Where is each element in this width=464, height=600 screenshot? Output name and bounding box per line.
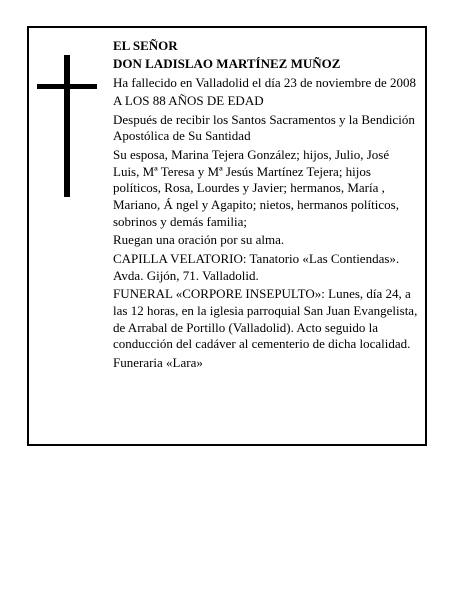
obituary-text xyxy=(113,38,418,373)
funeral-info: FUNERAL «CORPORE INSEPULTO»: Lunes, día 24, a las 12 horas, en la iglesia parroquial San Juan Evangelista, de Arrabal de Portillo (Valladolid). Acto seguido la conducción del cadáver al cementerio de dicha localidad. xyxy=(113,285,418,352)
cross-vertical-bar xyxy=(64,55,70,197)
deceased-name: DON LADISLAO MARTÍNEZ MUÑOZ xyxy=(113,56,341,72)
sacraments-line: Después de recibir los Santos Sacramentos y la Bendición Apostólica de Su Santidad xyxy=(113,111,415,144)
chapel-info: CAPILLA VELATORIO: Tanatorio «Las Contiendas». Avda. Gijón, 71. Valladolid. xyxy=(113,250,400,283)
cross-icon xyxy=(37,55,97,197)
cross-horizontal-bar xyxy=(37,84,97,89)
prayer-request: Ruegan una oración por su alma. xyxy=(113,232,285,248)
heading-title: EL SEÑOR xyxy=(113,38,178,53)
family-list: Su esposa, Marina Tejera González; hijos, Julio, José Luis, Mª Teresa y Mª Jesús Martínez Tejera; hijos políticos, Rosa, Lourdes y Javier; hermanos, María , Mariano, Á ngel y Agapito; nietos, hermanos políticos, sobrinos y demás familia; xyxy=(113,146,399,229)
age-line: A LOS 88 AÑOS DE EDAD xyxy=(113,93,264,109)
funeral-home: Funeraria «Lara» xyxy=(113,354,203,370)
death-info: Ha fallecido en Valladolid el día 23 de noviembre de 2008 xyxy=(113,74,416,90)
